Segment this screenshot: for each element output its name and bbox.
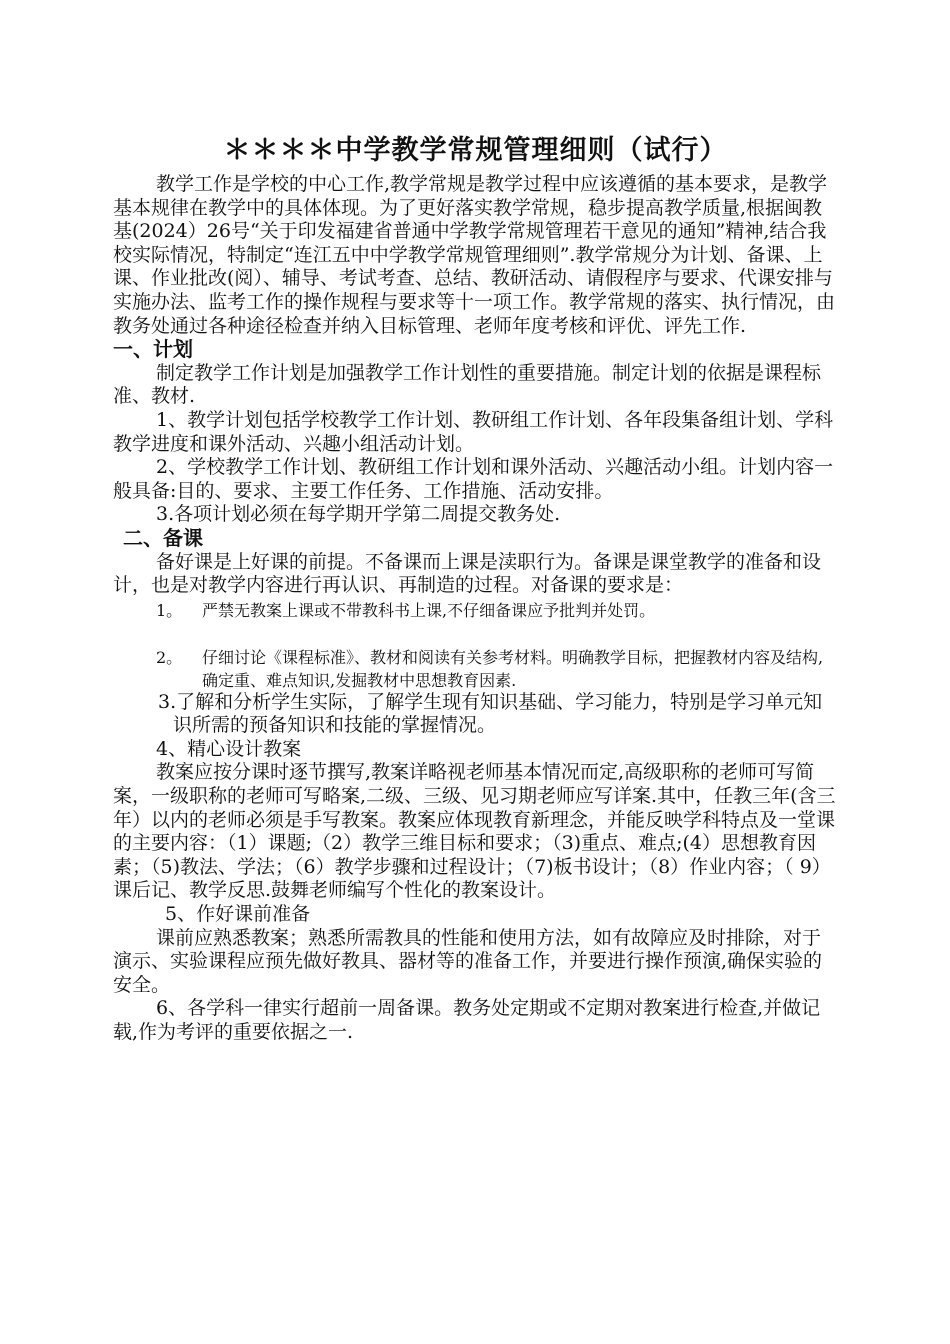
prep-item-1-text: 严禁无教案上课或不带教科书上课,不仔细备课应予批判并处罚。 <box>202 600 656 620</box>
prep-item-5-text: 课前应熟悉教案；熟悉所需教具的性能和使用方法，如有故障应及时排除，对于演示、实验课程应预先做好教具、器材等的准备工作，并要进行操作预演,确保实验的安全。 <box>113 926 823 996</box>
prep-item-1 <box>113 598 838 621</box>
plan-paragraph-2: 1、教学计划包括学校教学工作计划、教研组工作计划、各年段集备组计划、学科教学进度和课外活动、兴趣小组活动计划。 <box>113 408 834 455</box>
prep-item-6-text: 6、各学科一律实行超前一周备课。教务处定期或不定期对教案进行检查,并做记载,作为考评的重要依据之一. <box>113 997 821 1043</box>
prep-item-1-number: 1。 <box>156 600 183 620</box>
prep-item-2 <box>113 645 838 691</box>
section-heading-plan: 一、计划 <box>113 337 193 362</box>
prep-item-5-heading: 5、作好课前准备 <box>165 903 311 926</box>
prep-item-4-text: 教案应按分课时逐节撰写,教案详略视老师基本情况而定,高级职称的老师可写简案，一级职称的老师可写略案,二级、三级、见习期老师应写详案.其中，任教三年(含三年）以内的老师必须是手写教案。教案应体现教育新理念，并能反映学科特点及一堂课的主要内容：（1）课题;（2）教学三维目标和要求；（3)重点、难点;(4）思想教育因素；（5)教法、学法；（6）教学步骤和过程设计；（7)板书设计；（8）作业内容；（ 9）课后记、教学反思.鼓舞老师编写个性化的教案设计。 <box>113 761 836 902</box>
prep-item-2-number: 2。 <box>156 647 183 667</box>
document-page <box>113 132 838 1045</box>
blank-line <box>113 621 838 645</box>
prep-paragraph-1: 备好课是上好课的前提。不备课而上课是渎职行为。备课是课堂教学的准备和设计，也是对教学内容进行再认识、再制造的过程。对备课的要求是： <box>113 550 822 597</box>
intro-paragraph: 教学工作是学校的中心工作,教学常规是教学过程中应该遵循的基本要求，是教学基本规律在教学中的具体体现。为了更好落实教学常规，稳步提高教学质量,根据闽教基(2024）26号“关于印发福建省普通中学教学常规管理若干意见的通知”精神,结合我校实际情况，特制定“连江五中中学教学常规管理细则”.教学常规分为计划、备课、上课、作业批改(阅）、辅导、考试考查、总结、教研活动、请假程序与要求、代课安排与实施办法、监考工作的操作规程与要求等十一项工作。教学常规的落实、执行情况，由教务处通过各种途径检查并纳入目标管理、老师年度考核和评优、评先工作. <box>113 173 836 337</box>
plan-paragraph-1: 制定教学工作计划是加强教学工作计划性的重要措施。制定计划的依据是课程标准、教材. <box>113 361 822 408</box>
prep-item-3: 3.了解和分析学生实际，了解学生现有知识基础、学习能力，特别是学习单元知识所需的预备知识和技能的掌握情况。 <box>158 690 823 737</box>
document-title: ＊＊＊＊中学教学常规管理细则（试行） <box>223 135 728 166</box>
plan-paragraph-4: 3.各项计划必须在每学期开学第二周提交教务处. <box>156 503 561 526</box>
prep-item-4-heading: 4、精心设计教案 <box>156 737 302 760</box>
prep-item-2-text: 仔细讨论《课程标准》、教材和阅读有关参考材料。明确教学目标，把握教材内容及结构,确定重、难点知识,发掘教材中思想教育因素. <box>202 647 824 690</box>
plan-paragraph-3: 2、学校教学工作计划、教研组工作计划和课外活动、兴趣活动小组。计划内容一般具备:目的、要求、主要工作任务、工作措施、活动安排。 <box>113 456 834 502</box>
section-heading-lesson-prep: 二、备课 <box>123 525 203 550</box>
